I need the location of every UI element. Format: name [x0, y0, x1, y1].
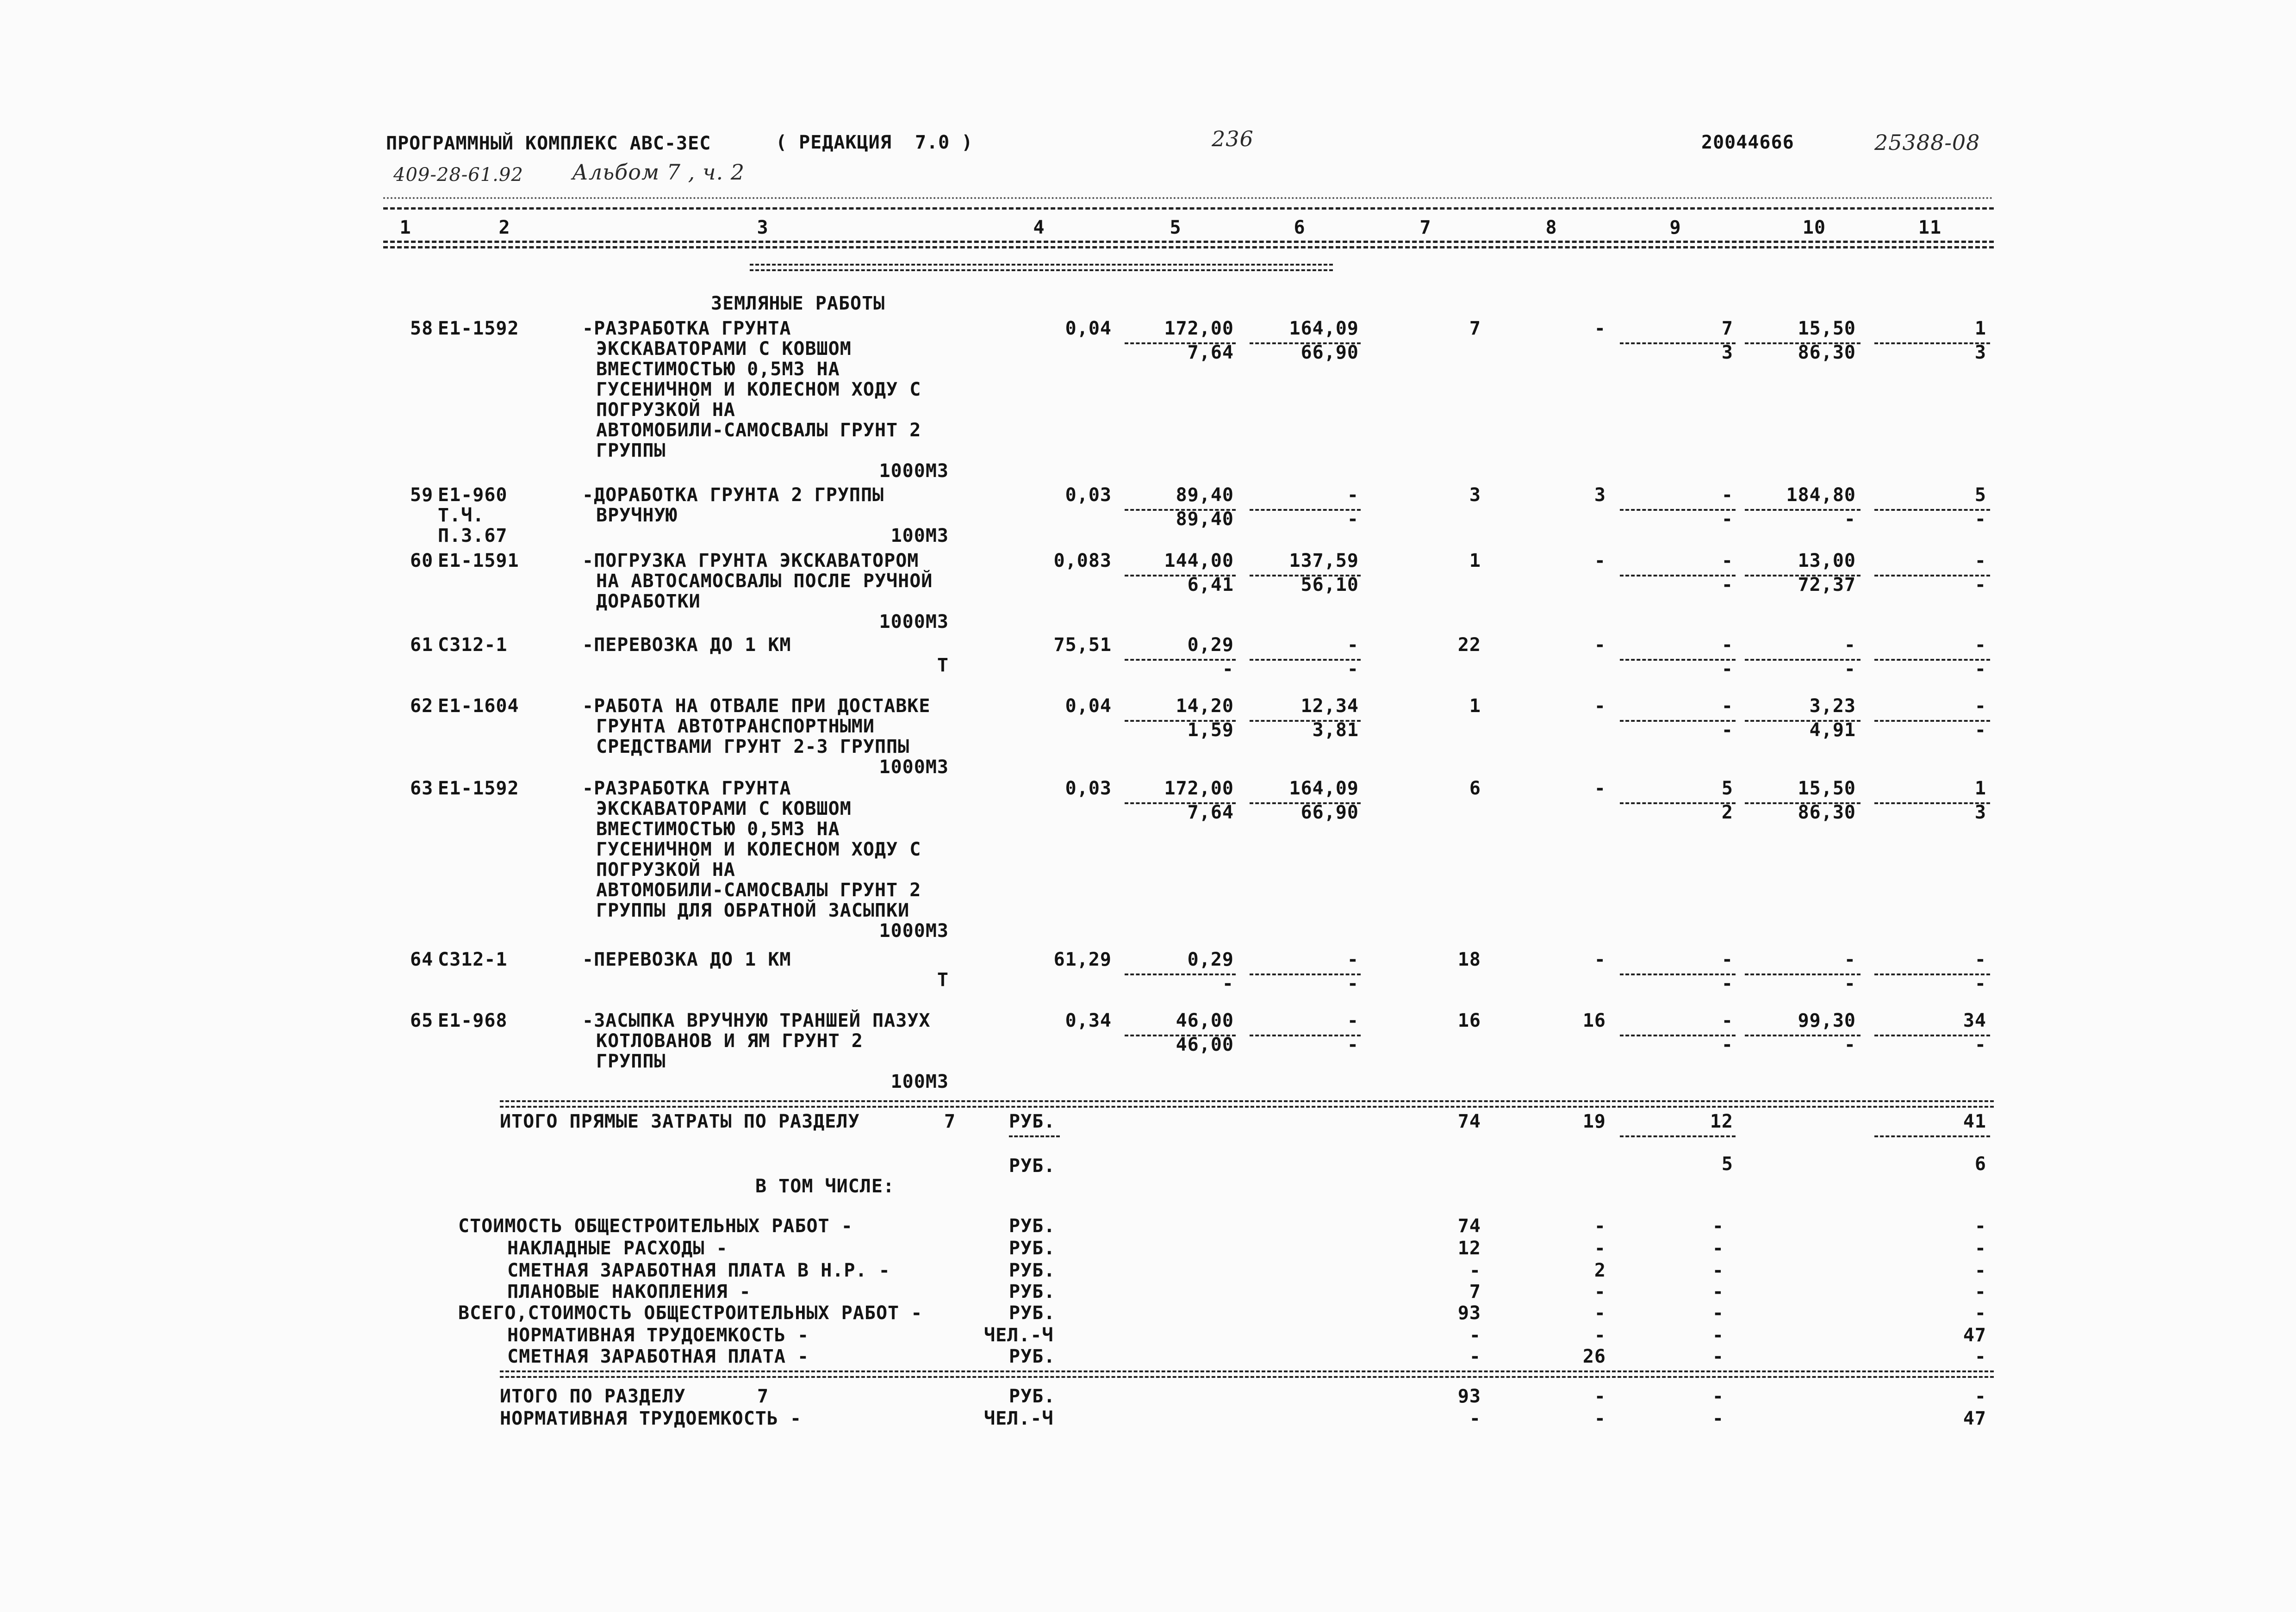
final-label: ИТОГО ПО РАЗДЕЛУ [500, 1386, 686, 1407]
breakdown-label: ВСЕГО,СТОИМОСТЬ ОБЩЕСТРОИТЕЛЬНЫХ РАБОТ - [458, 1302, 923, 1324]
labor-norm: - [1844, 634, 1856, 656]
column-number: 7 [1419, 217, 1431, 238]
rate-code: Е1-960 [438, 484, 508, 506]
measure-unit: 1000М3 [879, 920, 949, 942]
breakdown-labor: - [1974, 1260, 1986, 1281]
machine-cost: 164,09 [1289, 778, 1359, 799]
column-number: 11 [1918, 217, 1942, 238]
work-description: АВТОМОБИЛИ-САМОСВАЛЫ ГРУНТ 2 [596, 880, 921, 901]
direct-machine: 12 [1710, 1111, 1733, 1132]
machine-wage-cost: - [1347, 1034, 1359, 1055]
work-description: СРЕДСТВАМИ ГРУНТ 2-3 ГРУППЫ [596, 736, 910, 757]
row-number: 62 [410, 695, 434, 717]
final-total: - [1469, 1408, 1481, 1429]
wage-cost: 7,64 [1187, 342, 1234, 363]
total-cost: 3 [1469, 484, 1481, 506]
final-machine: - [1712, 1408, 1724, 1429]
breakdown-machine: - [1712, 1325, 1724, 1346]
wage-total: - [1594, 695, 1606, 717]
breakdown-wage: 26 [1582, 1346, 1606, 1367]
breakdown-wage: - [1594, 1325, 1606, 1346]
final-rule [500, 1370, 1994, 1372]
machine-total: - [1721, 634, 1733, 656]
breakdown-machine: - [1712, 1281, 1724, 1302]
labor-total: 34 [1963, 1010, 1986, 1031]
labor-norm: 15,50 [1798, 318, 1856, 339]
unit-cost: 89,40 [1176, 484, 1234, 506]
edition-label: ( РЕДАКЦИЯ 7.0 ) [776, 132, 973, 153]
work-description: ЭКСКАВАТОРАМИ С КОВШОМ [596, 338, 852, 360]
breakdown-wage: - [1594, 1302, 1606, 1324]
breakdown-label: СМЕТНАЯ ЗАРАБОТНАЯ ПЛАТА В Н.Р. - [507, 1260, 890, 1281]
breakdown-machine: - [1712, 1260, 1724, 1281]
breakdown-label: ПЛАНОВЫЕ НАКОПЛЕНИЯ - [507, 1281, 751, 1302]
machinist-labor-norm: 86,30 [1798, 342, 1856, 363]
rate-code: Е1-1592 [438, 778, 519, 799]
rate-code: Е1-968 [438, 1010, 508, 1031]
labor-total: 1 [1974, 318, 1986, 339]
machinist-labor-total: - [1974, 1034, 1986, 1055]
work-description: ВМЕСТИМОСТЬЮ 0,5М3 НА [596, 818, 840, 840]
work-description: НА АВТОСАМОСВАЛЫ ПОСЛЕ РУЧНОЙ [596, 570, 933, 592]
quantity: 0,083 [1053, 550, 1112, 571]
machinist-labor-total: - [1974, 658, 1986, 680]
measure-unit: 100М3 [890, 525, 949, 546]
machine-cost: 12,34 [1300, 695, 1359, 717]
breakdown-label: НОРМАТИВНАЯ ТРУДОЕМКОСТЬ - [507, 1325, 809, 1346]
machinist-labor-norm: - [1844, 973, 1856, 994]
machine-total: 7 [1721, 318, 1733, 339]
machine-wage-total: - [1721, 574, 1733, 595]
quantity: 0,03 [1065, 778, 1112, 799]
machine-wage-total: 2 [1721, 802, 1733, 823]
breakdown-total: 7 [1469, 1281, 1481, 1302]
measure-unit: 1000М3 [879, 460, 949, 482]
currency-unit: РУБ. [1009, 1155, 1056, 1177]
unit-cost: 0,29 [1187, 949, 1234, 970]
machinist-labor-norm: 86,30 [1798, 802, 1856, 823]
direct-total: 74 [1457, 1111, 1481, 1132]
breakdown-total: - [1469, 1346, 1481, 1367]
direct-machine-wage: 5 [1721, 1153, 1733, 1175]
wage-total: - [1594, 550, 1606, 571]
breakdown-labor: - [1974, 1346, 1986, 1367]
document-number: 20044666 [1701, 132, 1794, 153]
final-wage: - [1594, 1386, 1606, 1407]
breakdown-machine: - [1712, 1215, 1724, 1237]
wage-cost: 89,40 [1176, 508, 1234, 530]
final-labor: 47 [1963, 1408, 1986, 1429]
breakdown-wage: - [1594, 1281, 1606, 1302]
machine-wage-cost: 3,81 [1312, 719, 1359, 741]
machinist-labor-norm: - [1844, 658, 1856, 680]
breakdown-total: - [1469, 1260, 1481, 1281]
wage-total: - [1594, 778, 1606, 799]
wage-total: - [1594, 318, 1606, 339]
quantity: 0,04 [1065, 695, 1112, 717]
row-number: 60 [410, 550, 434, 571]
breakdown-total: - [1469, 1325, 1481, 1346]
machine-wage-cost: 66,90 [1300, 802, 1359, 823]
measure-unit: 1000М3 [879, 756, 949, 778]
column-number: 2 [498, 217, 510, 238]
breakdown-machine: - [1712, 1346, 1724, 1367]
direct-costs-label: ИТОГО ПРЯМЫЕ ЗАТРАТЫ ПО РАЗДЕЛУ [500, 1111, 860, 1132]
machinist-labor-total: - [1974, 574, 1986, 595]
including-heading: В ТОМ ЧИСЛЕ: [755, 1176, 895, 1197]
summary-top-rule [500, 1100, 1994, 1102]
rate-code-note: Т.Ч. [438, 505, 485, 526]
work-description: ПОГРУЗКОЙ НА [596, 399, 735, 421]
labor-norm: 15,50 [1798, 778, 1856, 799]
breakdown-wage: - [1594, 1238, 1606, 1259]
row-number: 63 [410, 778, 434, 799]
labor-total: - [1974, 949, 1986, 970]
labor-norm: 184,80 [1786, 484, 1856, 506]
work-description: -ПЕРЕВОЗКА ДО 1 КМ [582, 949, 791, 970]
labor-norm: 99,30 [1798, 1010, 1856, 1031]
machinist-labor-total: - [1974, 719, 1986, 741]
row-number: 64 [410, 949, 434, 970]
row-number: 61 [410, 634, 434, 656]
wage-total: 3 [1594, 484, 1606, 506]
work-description: ВМЕСТИМОСТЬЮ 0,5М3 НА [596, 359, 840, 380]
final-unit: ЧЕЛ.-Ч [984, 1408, 1054, 1429]
work-description: -РАБОТА НА ОТВАЛЕ ПРИ ДОСТАВКЕ [582, 695, 931, 717]
machinist-labor-norm: - [1844, 1034, 1856, 1055]
total-cost: 1 [1469, 550, 1481, 571]
machine-cost: - [1347, 484, 1359, 506]
unit-cost: 172,00 [1164, 778, 1234, 799]
work-description: ГРУППЫ [596, 1051, 666, 1072]
wage-cost: 7,64 [1187, 802, 1234, 823]
machine-wage-cost: - [1347, 973, 1359, 994]
work-description: -РАЗРАБОТКА ГРУНТА [582, 778, 791, 799]
section-title: ЗЕМЛЯНЫЕ РАБОТЫ [711, 293, 885, 314]
unit-cost: 0,29 [1187, 634, 1234, 656]
machine-wage-cost: - [1347, 658, 1359, 680]
labor-total: - [1974, 695, 1986, 717]
machine-total: - [1721, 1010, 1733, 1031]
machinist-labor-total: 3 [1974, 342, 1986, 363]
measure-unit: 100М3 [890, 1071, 949, 1092]
direct-labor: 41 [1963, 1111, 1986, 1132]
breakdown-unit: РУБ. [1009, 1302, 1056, 1324]
machine-cost: - [1347, 1010, 1359, 1031]
breakdown-total: 74 [1457, 1215, 1481, 1237]
cell-divider [1874, 1135, 1990, 1137]
quantity: 0,04 [1065, 318, 1112, 339]
wage-cost: 1,59 [1187, 719, 1234, 741]
unit-cost: 172,00 [1164, 318, 1234, 339]
machine-wage-total: 3 [1721, 342, 1733, 363]
cell-divider [1620, 1135, 1736, 1137]
stamp-number: 25388-08 [1874, 130, 1980, 155]
breakdown-labor: - [1974, 1281, 1986, 1302]
section-double-rule [750, 264, 1333, 271]
labor-total: 1 [1974, 778, 1986, 799]
machinist-labor-total: - [1974, 508, 1986, 530]
rate-code: С312-1 [438, 634, 508, 656]
breakdown-labor: - [1974, 1238, 1986, 1259]
currency-unit: РУБ. [1009, 1111, 1056, 1132]
machine-cost: 164,09 [1289, 318, 1359, 339]
machine-wage-cost: 56,10 [1300, 574, 1359, 595]
labor-total: - [1974, 634, 1986, 656]
breakdown-unit: РУБ. [1009, 1238, 1056, 1259]
machine-wage-total: - [1721, 973, 1733, 994]
final-rule-2 [500, 1376, 1994, 1378]
rate-code: Е1-1592 [438, 318, 519, 339]
header-top-rule [383, 207, 1994, 210]
wage-cost: 6,41 [1187, 574, 1234, 595]
rate-code: С312-1 [438, 949, 508, 970]
column-number: 10 [1802, 217, 1826, 238]
machinist-labor-total: 3 [1974, 802, 1986, 823]
breakdown-label: НАКЛАДНЫЕ РАСХОДЫ - [507, 1238, 728, 1259]
machine-cost: - [1347, 949, 1359, 970]
work-description: ГРУППЫ [596, 440, 666, 461]
work-description: -РАЗРАБОТКА ГРУНТА [582, 318, 791, 339]
machinist-labor-total: - [1974, 973, 1986, 994]
machine-total: - [1721, 695, 1733, 717]
column-number: 9 [1669, 217, 1681, 238]
breakdown-labor: - [1974, 1215, 1986, 1237]
measure-unit: Т [937, 655, 949, 676]
unit-cost: 46,00 [1176, 1010, 1234, 1031]
labor-norm: 3,23 [1809, 695, 1856, 717]
machine-total: 5 [1721, 778, 1733, 799]
breakdown-machine: - [1712, 1238, 1724, 1259]
final-machine: - [1712, 1386, 1724, 1407]
total-cost: 22 [1457, 634, 1481, 656]
rate-code-note: П.3.67 [438, 525, 508, 546]
machine-wage-cost: - [1347, 508, 1359, 530]
section-number: 7 [757, 1386, 769, 1407]
quantity: 0,03 [1065, 484, 1112, 506]
final-total: 93 [1457, 1386, 1481, 1407]
final-labor: - [1974, 1386, 1986, 1407]
breakdown-unit: РУБ. [1009, 1215, 1056, 1237]
breakdown-label: СМЕТНАЯ ЗАРАБОТНАЯ ПЛАТА - [507, 1346, 809, 1367]
column-number: 4 [1033, 217, 1045, 238]
work-description: ЭКСКАВАТОРАМИ С КОВШОМ [596, 798, 852, 819]
work-description: -ПОГРУЗКА ГРУНТА ЭКСКАВАТОРОМ [582, 550, 919, 571]
row-number: 58 [410, 318, 434, 339]
handwritten-reference: 409-28-61.92 [393, 164, 523, 186]
work-description: ВРУЧНУЮ [596, 505, 678, 526]
program-name: ПРОГРАММНЫЙ КОМПЛЕКС АВС-3ЕС [386, 133, 711, 154]
machine-total: - [1721, 949, 1733, 970]
breakdown-unit: РУБ. [1009, 1346, 1056, 1367]
machine-total: - [1721, 550, 1733, 571]
work-description: ДОРАБОТКИ [596, 591, 701, 612]
breakdown-unit: ЧЕЛ.-Ч [984, 1325, 1054, 1346]
final-label: НОРМАТИВНАЯ ТРУДОЕМКОСТЬ - [500, 1408, 802, 1429]
machine-wage-cost: 66,90 [1300, 342, 1359, 363]
section-number: 7 [944, 1111, 956, 1132]
breakdown-total: 93 [1457, 1302, 1481, 1324]
breakdown-unit: РУБ. [1009, 1281, 1056, 1302]
album-reference: Альбом 7 , ч. 2 [572, 160, 745, 185]
wage-total: - [1594, 634, 1606, 656]
labor-norm: 13,00 [1798, 550, 1856, 571]
unit-cost: 14,20 [1176, 695, 1234, 717]
machinist-labor-norm: - [1844, 508, 1856, 530]
work-description: ГРУНТА АВТОТРАНСПОРТНЫМИ [596, 716, 875, 737]
breakdown-labor: - [1974, 1302, 1986, 1324]
summary-top-rule-2 [500, 1106, 1994, 1108]
work-description: ГУСЕНИЧНОМ И КОЛЕСНОМ ХОДУ С [596, 379, 921, 400]
wage-total: - [1594, 949, 1606, 970]
wage-cost: - [1222, 973, 1234, 994]
work-description: ГРУППЫ ДЛЯ ОБРАТНОЙ ЗАСЫПКИ [596, 900, 910, 921]
breakdown-total: 12 [1457, 1238, 1481, 1259]
column-number: 5 [1170, 217, 1182, 238]
column-number: 8 [1545, 217, 1557, 238]
unit-divider [1009, 1135, 1060, 1137]
work-description: -ЗАСЫПКА ВРУЧНУЮ ТРАНШЕЙ ПАЗУХ [582, 1010, 931, 1031]
total-cost: 7 [1469, 318, 1481, 339]
total-cost: 16 [1457, 1010, 1481, 1031]
header-bottom-rule-2 [383, 246, 1994, 248]
column-number: 6 [1294, 217, 1306, 238]
labor-total: 5 [1974, 484, 1986, 506]
work-description: КОТЛОВАНОВ И ЯМ ГРУНТ 2 [596, 1030, 863, 1052]
machine-cost: - [1347, 634, 1359, 656]
work-description: ГУСЕНИЧНОМ И КОЛЕСНОМ ХОДУ С [596, 839, 921, 860]
column-number: 3 [757, 217, 769, 238]
rate-code: Е1-1604 [438, 695, 519, 717]
quantity: 0,34 [1065, 1010, 1112, 1031]
work-description: -ПЕРЕВОЗКА ДО 1 КМ [582, 634, 791, 656]
machine-cost: 137,59 [1289, 550, 1359, 571]
measure-unit: 1000М3 [879, 611, 949, 632]
wage-cost: - [1222, 658, 1234, 680]
unit-cost: 144,00 [1164, 550, 1234, 571]
labor-norm: - [1844, 949, 1856, 970]
breakdown-label: СТОИМОСТЬ ОБЩЕСТРОИТЕЛЬНЫХ РАБОТ - [458, 1215, 853, 1237]
breakdown-wage: - [1594, 1215, 1606, 1237]
page-number: 236 [1212, 126, 1254, 151]
row-number: 59 [410, 484, 434, 506]
breakdown-unit: РУБ. [1009, 1260, 1056, 1281]
wage-cost: 46,00 [1176, 1034, 1234, 1055]
machinist-labor-norm: 4,91 [1809, 719, 1856, 741]
quantity: 61,29 [1053, 949, 1112, 970]
machine-total: - [1721, 484, 1733, 506]
header-bottom-rule [383, 241, 1994, 243]
breakdown-machine: - [1712, 1302, 1724, 1324]
machine-wage-total: - [1721, 719, 1733, 741]
machine-wage-total: - [1721, 658, 1733, 680]
direct-wage: 19 [1582, 1111, 1606, 1132]
machine-wage-total: - [1721, 508, 1733, 530]
column-number: 1 [399, 217, 411, 238]
work-description: ПОГРУЗКОЙ НА [596, 859, 735, 880]
measure-unit: Т [937, 969, 949, 991]
work-description: -ДОРАБОТКА ГРУНТА 2 ГРУППЫ [582, 484, 884, 506]
wage-total: 16 [1582, 1010, 1606, 1031]
final-unit: РУБ. [1009, 1386, 1056, 1407]
machinist-labor-norm: 72,37 [1798, 574, 1856, 595]
work-description: АВТОМОБИЛИ-САМОСВАЛЫ ГРУНТ 2 [596, 420, 921, 441]
quantity: 75,51 [1053, 634, 1112, 656]
total-cost: 1 [1469, 695, 1481, 717]
total-cost: 18 [1457, 949, 1481, 970]
total-cost: 6 [1469, 778, 1481, 799]
rate-code: Е1-1591 [438, 550, 519, 571]
header-dotted-rule [383, 197, 1994, 199]
labor-total: - [1974, 550, 1986, 571]
breakdown-labor: 47 [1963, 1325, 1986, 1346]
row-number: 65 [410, 1010, 434, 1031]
final-wage: - [1594, 1408, 1606, 1429]
breakdown-wage: 2 [1594, 1260, 1606, 1281]
direct-machinist-labor: 6 [1974, 1153, 1986, 1175]
machine-wage-total: - [1721, 1034, 1733, 1055]
